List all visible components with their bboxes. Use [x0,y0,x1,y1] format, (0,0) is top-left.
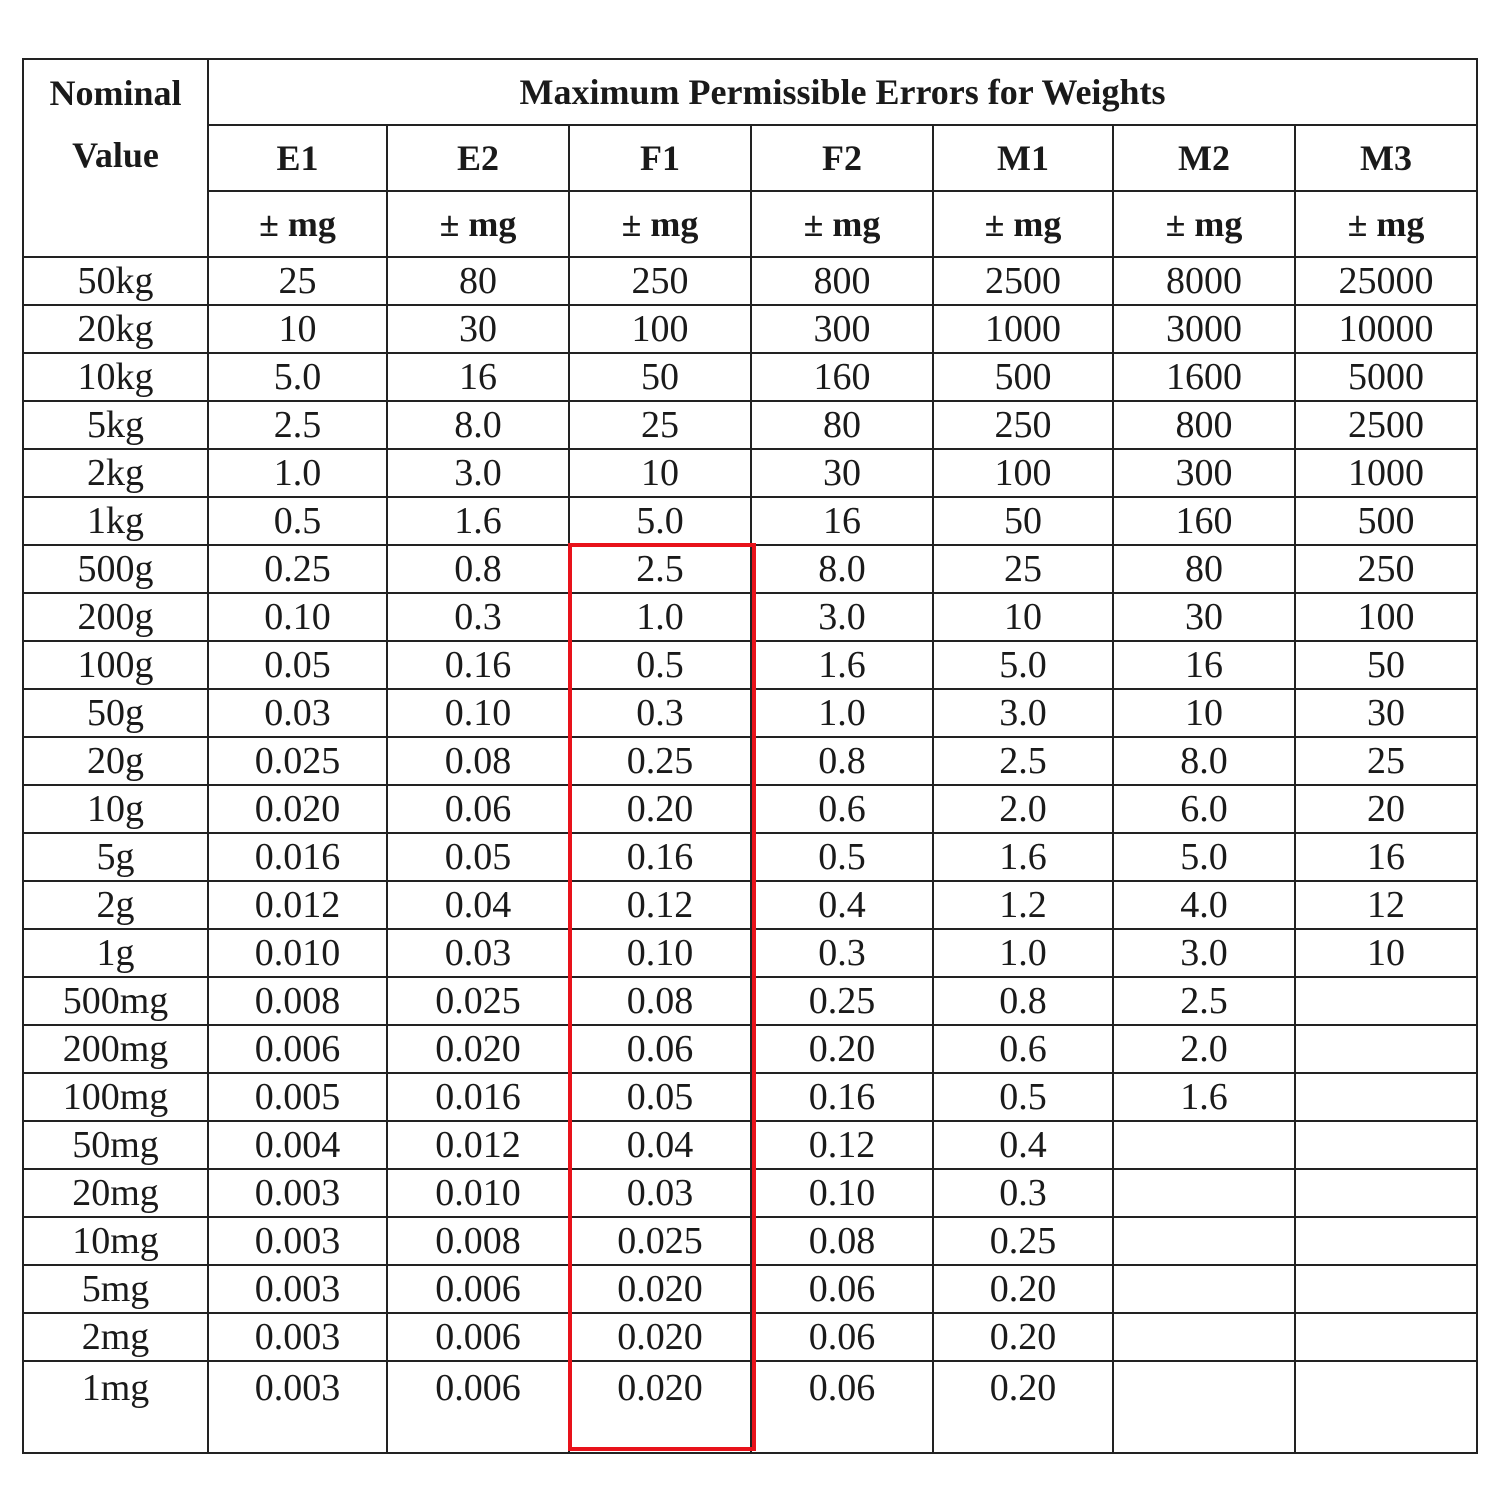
mpe-cell-f2: 0.5 [751,833,933,881]
mpe-cell-m2 [1113,1169,1295,1217]
nominal-value-cell: 100mg [23,1073,208,1121]
mpe-cell-e1: 0.5 [208,497,387,545]
mpe-cell-e1: 0.008 [208,977,387,1025]
mpe-cell-e2: 30 [387,305,569,353]
mpe-cell-e1: 0.012 [208,881,387,929]
table-row [23,1169,1477,1217]
mpe-cell-m2: 3000 [1113,305,1295,353]
mpe-cell-m1: 0.3 [933,1169,1113,1217]
mpe-cell-m1: 50 [933,497,1113,545]
table-row [23,1361,1477,1453]
mpe-cell-m2 [1113,1121,1295,1169]
table-row [23,1265,1477,1313]
mpe-cell-m3 [1295,1169,1477,1217]
mpe-cell-f2: 8.0 [751,545,933,593]
mpe-cell-m2: 800 [1113,401,1295,449]
mpe-cell-m2: 5.0 [1113,833,1295,881]
mpe-cell-m3: 16 [1295,833,1477,881]
nominal-value-cell: 5mg [23,1265,208,1313]
mpe-cell-m3 [1295,977,1477,1025]
mpe-cell-e2: 0.006 [387,1313,569,1361]
mpe-cell-f1: 25 [569,401,751,449]
mpe-cell-f2: 30 [751,449,933,497]
mpe-cell-f2: 0.08 [751,1217,933,1265]
mpe-cell-m1: 1.2 [933,881,1113,929]
mpe-cell-m1: 2.0 [933,785,1113,833]
mpe-cell-e2: 0.020 [387,1025,569,1073]
mpe-cell-f1: 0.16 [569,833,751,881]
mpe-cell-f1: 10 [569,449,751,497]
mpe-cell-f1: 0.3 [569,689,751,737]
mpe-cell-m2: 8.0 [1113,737,1295,785]
unit-header: ± mg [1295,191,1477,257]
nominal-value-cell: 2kg [23,449,208,497]
nominal-header-line2: Value [72,135,159,175]
mpe-cell-e1: 0.003 [208,1361,387,1453]
class-header-e1: E1 [208,125,387,191]
table-row [23,833,1477,881]
mpe-cell-m3: 500 [1295,497,1477,545]
nominal-value-cell: 50g [23,689,208,737]
mpe-cell-e1: 5.0 [208,353,387,401]
mpe-cell-m2: 30 [1113,593,1295,641]
mpe-cell-f2: 0.10 [751,1169,933,1217]
mpe-cell-f1: 250 [569,257,751,305]
mpe-cell-f2: 16 [751,497,933,545]
nominal-value-cell: 20mg [23,1169,208,1217]
mpe-cell-m3 [1295,1265,1477,1313]
mpe-cell-m2: 300 [1113,449,1295,497]
mpe-cell-f1: 0.12 [569,881,751,929]
nominal-value-cell: 2mg [23,1313,208,1361]
nominal-value-cell: 1kg [23,497,208,545]
table-row [23,593,1477,641]
unit-header: ± mg [208,191,387,257]
mpe-cell-m1: 0.5 [933,1073,1113,1121]
mpe-cell-m1: 5.0 [933,641,1113,689]
mpe-cell-m2: 3.0 [1113,929,1295,977]
table-row [23,497,1477,545]
mpe-cell-e2: 0.010 [387,1169,569,1217]
mpe-cell-f1: 0.08 [569,977,751,1025]
mpe-cell-m3 [1295,1121,1477,1169]
mpe-cell-f2: 0.4 [751,881,933,929]
mpe-cell-f1: 1.0 [569,593,751,641]
mpe-cell-e1: 0.004 [208,1121,387,1169]
mpe-cell-f2: 1.0 [751,689,933,737]
mpe-cell-f1: 0.025 [569,1217,751,1265]
mpe-cell-e2: 0.04 [387,881,569,929]
mpe-cell-m1: 0.20 [933,1265,1113,1313]
class-header-m2: M2 [1113,125,1295,191]
table-row [23,353,1477,401]
mpe-cell-e1: 10 [208,305,387,353]
table-row [23,689,1477,737]
mpe-cell-m1: 0.20 [933,1313,1113,1361]
mpe-cell-f2: 0.06 [751,1265,933,1313]
mpe-cell-f1: 0.10 [569,929,751,977]
nominal-value-cell: 100g [23,641,208,689]
mpe-cell-m3: 50 [1295,641,1477,689]
mpe-cell-m2: 2.0 [1113,1025,1295,1073]
mpe-cell-m1: 0.25 [933,1217,1113,1265]
mpe-cell-e2: 0.10 [387,689,569,737]
class-header-f1: F1 [569,125,751,191]
unit-header: ± mg [1113,191,1295,257]
mpe-cell-f2: 0.3 [751,929,933,977]
mpe-cell-m2: 1.6 [1113,1073,1295,1121]
mpe-cell-f1: 0.020 [569,1265,751,1313]
mpe-cell-f1: 0.020 [569,1313,751,1361]
mpe-cell-m2: 8000 [1113,257,1295,305]
mpe-cell-e1: 0.003 [208,1265,387,1313]
table-row [23,785,1477,833]
mpe-cell-m3: 30 [1295,689,1477,737]
mpe-cell-m3 [1295,1217,1477,1265]
mpe-cell-m1: 1.0 [933,929,1113,977]
mpe-cell-m1: 1000 [933,305,1113,353]
mpe-cell-m2: 160 [1113,497,1295,545]
mpe-cell-e1: 0.005 [208,1073,387,1121]
mpe-cell-e1: 0.10 [208,593,387,641]
mpe-cell-f1: 0.05 [569,1073,751,1121]
mpe-cell-m3 [1295,1025,1477,1073]
mpe-cell-m3: 2500 [1295,401,1477,449]
mpe-cell-f1: 0.020 [569,1361,751,1453]
nominal-value-cell: 5g [23,833,208,881]
mpe-cell-f1: 0.20 [569,785,751,833]
mpe-cell-e2: 0.3 [387,593,569,641]
mpe-cell-m1: 1.6 [933,833,1113,881]
unit-header: ± mg [569,191,751,257]
class-header-m1: M1 [933,125,1113,191]
mpe-cell-e1: 1.0 [208,449,387,497]
mpe-cell-e2: 0.8 [387,545,569,593]
nominal-value-cell: 500g [23,545,208,593]
mpe-cell-e2: 0.006 [387,1361,569,1453]
mpe-cell-e1: 0.025 [208,737,387,785]
mpe-cell-f1: 0.06 [569,1025,751,1073]
mpe-cell-m3 [1295,1073,1477,1121]
nominal-value-cell: 20kg [23,305,208,353]
mpe-cell-m1: 2500 [933,257,1113,305]
table-row [23,449,1477,497]
mpe-cell-f2: 300 [751,305,933,353]
table-row [23,1073,1477,1121]
nominal-value-header [23,59,208,257]
mpe-cell-f1: 2.5 [569,545,751,593]
mpe-cell-e1: 0.25 [208,545,387,593]
nominal-value-cell: 1g [23,929,208,977]
table-row [23,977,1477,1025]
mpe-cell-e1: 0.003 [208,1217,387,1265]
table-row [23,545,1477,593]
mpe-cell-m3: 12 [1295,881,1477,929]
table-row [23,737,1477,785]
nominal-value-cell: 10mg [23,1217,208,1265]
title-row [23,59,1477,125]
mpe-cell-m3 [1295,1361,1477,1453]
mpe-cell-e2: 1.6 [387,497,569,545]
mpe-cell-m3: 10 [1295,929,1477,977]
mpe-cell-e2: 0.012 [387,1121,569,1169]
table-row [23,1217,1477,1265]
mpe-cell-e2: 0.016 [387,1073,569,1121]
mpe-cell-m1: 0.6 [933,1025,1113,1073]
table-row [23,641,1477,689]
mpe-cell-e2: 0.025 [387,977,569,1025]
mpe-cell-e1: 0.006 [208,1025,387,1073]
mpe-cell-e2: 0.006 [387,1265,569,1313]
mpe-cell-f2: 0.6 [751,785,933,833]
mpe-cell-m2 [1113,1265,1295,1313]
nominal-header-line1: Nominal [49,73,182,113]
nominal-value-cell: 1mg [23,1361,208,1453]
mpe-cell-f1: 50 [569,353,751,401]
mpe-cell-m1: 250 [933,401,1113,449]
table-row [23,257,1477,305]
mpe-cell-m2 [1113,1217,1295,1265]
mpe-cell-f2: 0.12 [751,1121,933,1169]
table-row [23,1313,1477,1361]
unit-header: ± mg [933,191,1113,257]
mpe-cell-e2: 8.0 [387,401,569,449]
nominal-value-cell: 2g [23,881,208,929]
mpe-cell-f1: 100 [569,305,751,353]
class-header-m3: M3 [1295,125,1477,191]
mpe-cell-f2: 0.06 [751,1361,933,1453]
mpe-cell-m1: 0.8 [933,977,1113,1025]
mpe-cell-m2: 16 [1113,641,1295,689]
mpe-cell-e2: 0.008 [387,1217,569,1265]
mpe-cell-f1: 0.25 [569,737,751,785]
mpe-cell-e1: 0.016 [208,833,387,881]
nominal-value-cell: 50kg [23,257,208,305]
class-header-e2: E2 [387,125,569,191]
mpe-cell-e2: 0.03 [387,929,569,977]
table-row [23,1121,1477,1169]
nominal-value-cell: 20g [23,737,208,785]
unit-header: ± mg [751,191,933,257]
mpe-cell-m3 [1295,1313,1477,1361]
mpe-cell-e1: 0.003 [208,1169,387,1217]
mpe-cell-e1: 0.003 [208,1313,387,1361]
mpe-cell-m2 [1113,1361,1295,1453]
table-row [23,929,1477,977]
mpe-cell-f1: 0.04 [569,1121,751,1169]
mpe-table [22,58,1478,1454]
mpe-cell-m1: 0.20 [933,1361,1113,1453]
unit-header: ± mg [387,191,569,257]
mpe-cell-f2: 0.06 [751,1313,933,1361]
mpe-cell-m3: 20 [1295,785,1477,833]
mpe-cell-m1: 0.4 [933,1121,1113,1169]
mpe-cell-m3: 5000 [1295,353,1477,401]
mpe-cell-m1: 500 [933,353,1113,401]
mpe-cell-m3: 10000 [1295,305,1477,353]
mpe-cell-m2: 1600 [1113,353,1295,401]
mpe-cell-e2: 80 [387,257,569,305]
mpe-cell-f1: 0.03 [569,1169,751,1217]
mpe-cell-e2: 16 [387,353,569,401]
mpe-cell-f2: 0.20 [751,1025,933,1073]
mpe-cell-m3: 100 [1295,593,1477,641]
mpe-cell-e1: 0.03 [208,689,387,737]
mpe-cell-m2: 6.0 [1113,785,1295,833]
mpe-cell-m1: 10 [933,593,1113,641]
mpe-cell-e1: 0.05 [208,641,387,689]
mpe-cell-e2: 0.06 [387,785,569,833]
mpe-cell-e1: 0.020 [208,785,387,833]
class-header-row [23,125,1477,191]
table-body [23,257,1477,1453]
mpe-cell-m2: 4.0 [1113,881,1295,929]
mpe-cell-m1: 100 [933,449,1113,497]
mpe-cell-f2: 800 [751,257,933,305]
nominal-value-cell: 200g [23,593,208,641]
mpe-cell-f2: 3.0 [751,593,933,641]
mpe-cell-f2: 0.8 [751,737,933,785]
nominal-value-cell: 500mg [23,977,208,1025]
table-row [23,401,1477,449]
mpe-cell-m1: 2.5 [933,737,1113,785]
table-row [23,305,1477,353]
table-title: Maximum Permissible Errors for Weights [208,59,1477,125]
mpe-cell-m2 [1113,1313,1295,1361]
mpe-cell-e2: 0.05 [387,833,569,881]
mpe-cell-f2: 0.25 [751,977,933,1025]
mpe-cell-m2: 2.5 [1113,977,1295,1025]
mpe-cell-m3: 1000 [1295,449,1477,497]
table-row [23,1025,1477,1073]
mpe-cell-m1: 25 [933,545,1113,593]
mpe-cell-e1: 0.010 [208,929,387,977]
mpe-cell-m2: 10 [1113,689,1295,737]
nominal-value-cell: 200mg [23,1025,208,1073]
mpe-cell-f1: 5.0 [569,497,751,545]
mpe-cell-f2: 1.6 [751,641,933,689]
class-header-f2: F2 [751,125,933,191]
mpe-cell-m2: 80 [1113,545,1295,593]
mpe-cell-f2: 160 [751,353,933,401]
mpe-cell-e2: 3.0 [387,449,569,497]
mpe-cell-e2: 0.16 [387,641,569,689]
nominal-value-cell: 10kg [23,353,208,401]
mpe-cell-f1: 0.5 [569,641,751,689]
mpe-cell-e1: 2.5 [208,401,387,449]
nominal-value-cell: 5kg [23,401,208,449]
mpe-cell-m3: 25 [1295,737,1477,785]
mpe-cell-m1: 3.0 [933,689,1113,737]
mpe-cell-e2: 0.08 [387,737,569,785]
table-row [23,881,1477,929]
mpe-cell-e1: 25 [208,257,387,305]
nominal-value-cell: 10g [23,785,208,833]
mpe-cell-f2: 80 [751,401,933,449]
nominal-value-cell: 50mg [23,1121,208,1169]
unit-header-row [23,191,1477,257]
mpe-cell-f2: 0.16 [751,1073,933,1121]
mpe-cell-m3: 25000 [1295,257,1477,305]
mpe-cell-m3: 250 [1295,545,1477,593]
